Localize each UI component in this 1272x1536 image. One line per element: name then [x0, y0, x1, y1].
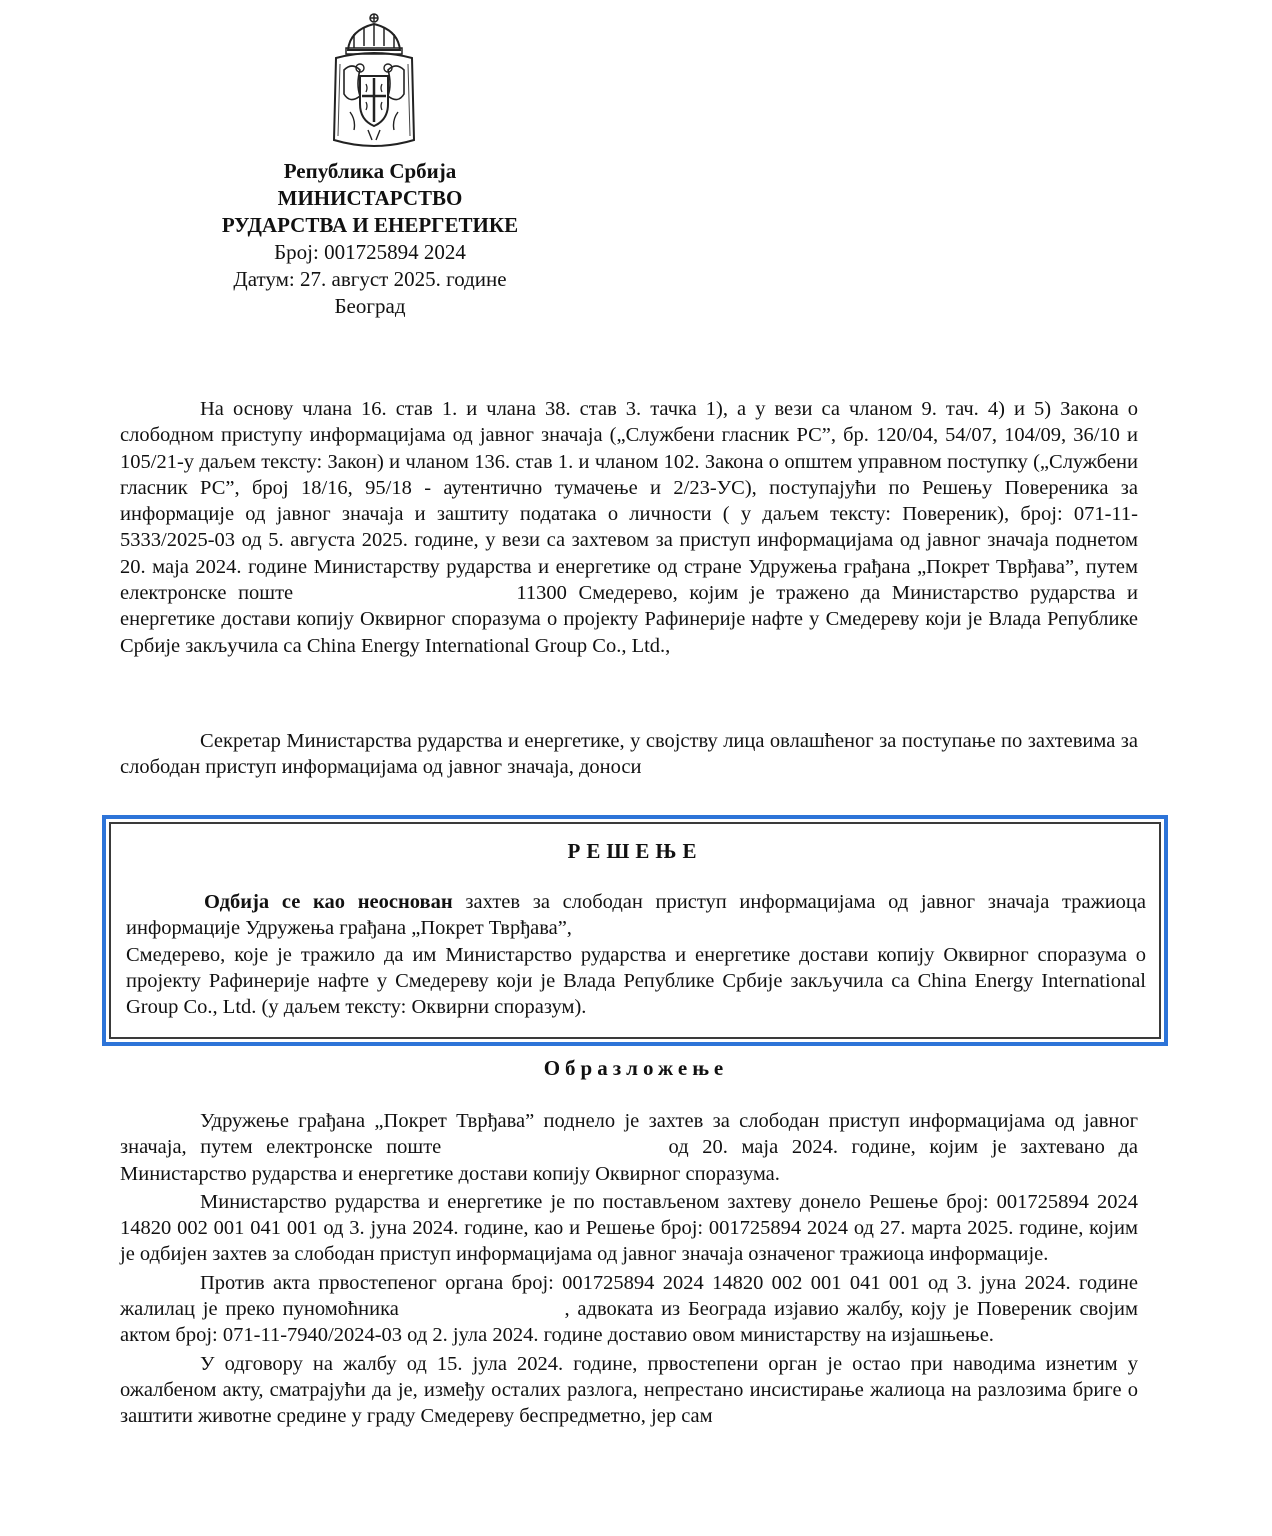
decision-paragraph-2: Смедерево, које је тражило да им Министарство рударства и енергетике достави копију Оквирног споразума о пројекту Рафинерије нафте у Смедереву који је Влада Републике Србије закључила са China Energy International Group Co., Ltd. (у даљем тексту: Оквирни споразум).	[126, 943, 1146, 1019]
ministry-name-line2: РУДАРСТВА И ЕНЕРГЕТИКЕ	[221, 213, 519, 237]
intro-paragraph-1a: На основу члана 16. став 1. и члана 38. став 3. тачка 1), а у вези са чланом 9. тач. 4) и 5) Закона о слободном приступу информацијама од јавног значаја („Службени гласник РС”, бр. 120/04, 54/07, 104/09, 36/10 и 105/21-у даљем тексту: Закон) и чланом 136. став 1. и чланом 102. Закона о општем управном поступку („Службени гласник РС”, број 18/16, 95/18 - аутентично тумачење и 2/23-УС), поступајући по Решењу Повереника за информације од јавног значаја и заштиту података о личности ( у даљем тексту: Повереник), број: 071-11-5333/2025-03 од 5. августа 2025. године, у вези са захтевом за приступ информацијама од јавног значаја поднетом 20. маја 2024. године Министарству рударства и енергетике од стране Удружења грађана „Покрет Тврђава”, путем електронске поште	[120, 398, 1138, 605]
document-date: Датум: 27. август 2025. године	[233, 267, 507, 291]
redacted-attorney-name	[407, 1301, 557, 1319]
intro-section-2	[120, 728, 1138, 781]
reasoning-paragraph-2: Министарство рударства и енергетике је по постављеном захтеву донело Решење број: 001725894 2024 14820 002 001 041 001 од 3. јуна 2024. године, као и Решење број: 001725894 2024 од 27. марта 2025. године, којим је одбијен захтев за слободан приступ информацијама од јавног значаја означеног тражиоца информације.	[120, 1190, 1138, 1266]
decision-lead: Одбија се као неоснован	[204, 891, 453, 913]
document-number: Број: 001725894 2024	[274, 240, 466, 264]
redacted-email	[305, 585, 505, 603]
decision-text-1: захтев за слободан приступ информацијама од јавног значаја тражиоца информације Удружења грађана „Покрет Тврђава”,	[126, 891, 1146, 940]
decision-title: РЕШЕЊЕ	[567, 839, 703, 863]
document-city: Београд	[334, 294, 406, 318]
serbian-coat-of-arms-icon	[330, 12, 418, 152]
intro-paragraph-1	[120, 396, 1138, 659]
decision-box	[102, 815, 1168, 1046]
reasoning-paragraph-4: У одговору на жалбу од 15. јула 2024. године, првостепени орган је остао при наводима изнетим у ожалбеном акту, сматрајући да је, између осталих разлога, непрестано инсистирање жалиоца на разлозима бриге о заштити животне средине у граду Смедереву беспредметно, јер сам	[120, 1352, 1138, 1428]
reasoning-paragraph-3	[120, 1270, 1138, 1349]
reasoning-paragraph-3b: , адвоката из Београда изјавио жалбу, коју је Повереник својим актом број: 071-11-7940/2024-03 од 2. јула 2024. године доставио овом министарству на изјашњење.	[120, 1298, 1138, 1347]
reasoning-paragraph-1	[120, 1108, 1138, 1187]
republic-name: Република Србија	[283, 159, 457, 183]
redacted-email-2	[455, 1140, 655, 1158]
decision-text	[126, 889, 1146, 1020]
reasoning-section	[120, 1108, 1138, 1432]
decision-paragraph-1	[126, 889, 1146, 942]
ministry-name-line1: МИНИСТАРСТВО	[277, 186, 463, 210]
reasoning-title: Образложење	[543, 1056, 729, 1080]
reasoning-paragraph-1a: Удружење грађана „Покрет Тврђава” поднело је захтев за слободан приступ информацијама од јавног значаја, путем електронске поште	[120, 1110, 1138, 1159]
document-header	[160, 158, 580, 320]
intro-section	[120, 396, 1138, 659]
intro-paragraph-2: Секретар Министарства рударства и енергетике, у својству лица овлашћеног за поступање по захтевима за слободан приступ информацијама од јавног значаја, доноси	[120, 730, 1138, 779]
reasoning-paragraph-1b: од 20. маја 2024. године, којим је захтевано да Министарство рударства и енергетике достави копију Оквирног споразума.	[120, 1136, 1139, 1185]
intro-paragraph-1b: 11300 Смедерево, којим је тражено да Министарство рударства и енергетике достави копију Оквирног споразума о пројекту Рафинерије нафте у Смедереву који је Влада Републике Србије закључила са China Energy International Group Co., Ltd.,	[120, 582, 1139, 657]
reasoning-paragraph-3a: Против акта првостепеног органа број: 001725894 2024 14820 002 001 041 001 од 3. јуна 2024. године жалилац је преко пуномоћника	[120, 1271, 1138, 1321]
